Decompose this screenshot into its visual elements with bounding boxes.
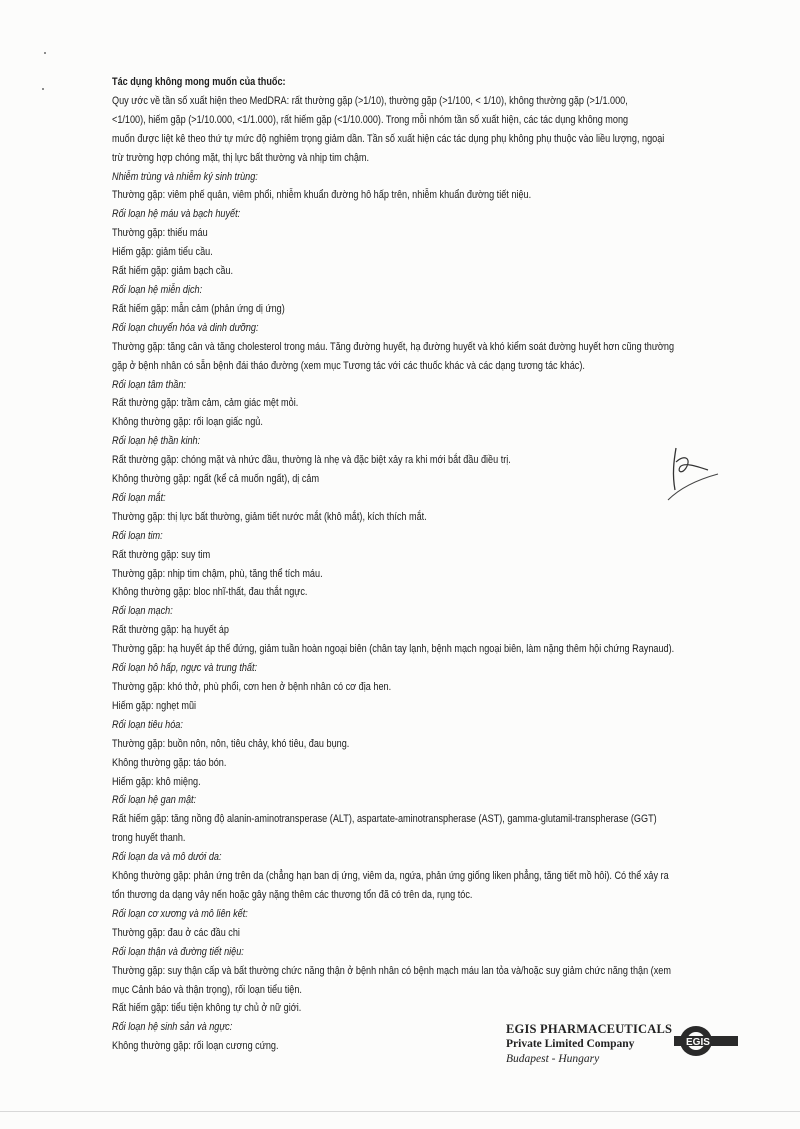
paragraph-list (112, 92, 748, 1056)
scan-speck (44, 52, 46, 54)
section-title: Rối loạn chuyển hóa và dinh dưỡng: (112, 321, 259, 334)
text-line: Rất hiếm gặp: mẫn cảm (phản ứng dị ứng) (112, 302, 285, 315)
egis-logo-icon (666, 1024, 740, 1058)
section-title: Rối loạn tim: (112, 529, 163, 542)
section-title: Rối loạn hệ máu và bạch huyết: (112, 208, 241, 221)
section-title: Rối loạn thận và đường tiết niệu: (112, 945, 244, 958)
text-line: Thường gặp: viêm phế quản, viêm phổi, nhiễm khuẩn đường hô hấp trên, nhiễm khuẩn đường tiết niệu. (112, 189, 532, 202)
text-line: trừ trường hợp chóng mặt, thị lực bất thường và nhịp tim chậm. (112, 151, 370, 164)
text-line: Quy ước về tần số xuất hiện theo MedDRA: rất thường gặp (>1/10), thường gặp (>1/100, < 1/10), không thường gặp (>1/1.000, (112, 94, 628, 107)
section-title: Rối loạn da và mô dưới da: (112, 851, 222, 864)
logo-text: EGIS (686, 1037, 710, 1048)
signature-mark (662, 440, 722, 504)
section-title: Rối loạn mắt: (112, 491, 166, 504)
text-line: Hiếm gặp: nghẹt mũi (112, 699, 197, 712)
text-line: Thường gặp: tăng cân và tăng cholesterol trong máu. Tăng đường huyết, hạ đường huyết và khó kiểm soát đường huyết hơn cũng thường (112, 340, 675, 353)
section-title: Nhiễm trùng và nhiễm ký sinh trùng: (112, 170, 258, 183)
company-location: Budapest - Hungary (506, 1053, 600, 1065)
text-line: Hiếm gặp: giảm tiểu cầu. (112, 246, 213, 259)
text-line: Rất thường gặp: chóng mặt và nhức đầu, thường là nhẹ và đặc biệt xảy ra khi mới bắt đầu điều trị. (112, 454, 511, 467)
text-line: tổn thương da dạng vảy nến hoặc gây nặng thêm các thương tổn đã có trên da, rụng tóc. (112, 888, 473, 901)
text-line: Thường gặp: hạ huyết áp thế đứng, giảm tuần hoàn ngoại biên (chân tay lạnh, bệnh mạch ngoại biên, làm nặng thêm hội chứng Raynaud). (112, 643, 675, 656)
text-line: Không thường gặp: rối loạn giấc ngủ. (112, 416, 263, 429)
text-line: Không thường gặp: phản ứng trên da (chẳng hạn ban dị ứng, viêm da, ngứa, phản ứng giống liken phẳng, tăng tiết mồ hôi). Có thể xảy ra (112, 870, 669, 883)
text-line: Rất thường gặp: hạ huyết áp (112, 624, 229, 637)
text-line: Thường gặp: thiếu máu (112, 227, 208, 240)
section-title: Rối loạn hô hấp, ngực và trung thất: (112, 662, 258, 675)
text-line: <1/100), hiếm gặp (>1/10.000, <1/1.000), rất hiếm gặp (<1/10.000). Trong mỗi nhóm tần số xuất hiện, các tác dụng không mong (112, 113, 629, 126)
text-line: Rất thường gặp: trầm cảm, cảm giác mệt mỏi. (112, 397, 299, 410)
text-line: Thường gặp: khó thở, phù phổi, cơn hen ở bệnh nhân có cơ địa hen. (112, 681, 392, 693)
text-line: Rất hiếm gặp: tăng nồng độ alanin-aminotransperase (ALT), aspartate-aminotranspherase (AST), gamma-glutamil-transpherase (GGT) (112, 813, 657, 826)
text-line: gặp ở bệnh nhân có sẵn bệnh đái tháo đường (xem mục Tương tác với các thuốc khác và các dạng tương tác khác). (112, 359, 585, 372)
text-line: Rất thường gặp: suy tim (112, 548, 211, 561)
text-line: Thường gặp: suy thận cấp và bất thường chức năng thận ở bệnh nhân có bệnh mạch máu lan tỏa và/hoặc suy giảm chức năng thận (xem (112, 964, 671, 977)
text-line: mục Cảnh báo và thận trọng), rối loạn tiểu tiện. (112, 983, 302, 996)
text-line: Thường gặp: nhịp tim chậm, phù, tăng thể tích máu. (112, 567, 323, 580)
text-line: Thường gặp: buồn nôn, nôn, tiêu chảy, khó tiêu, đau bụng. (112, 737, 350, 750)
page-bottom-rule (0, 1111, 800, 1112)
text-line: muốn được liệt kê theo thứ tự mức độ nghiêm trọng giảm dần. Tần số xuất hiện các tác dụng phụ không phụ thuộc vào liều lượng, ngoại (112, 132, 665, 145)
company-name: EGIS PHARMACEUTICALS (506, 1022, 673, 1036)
section-title: Rối loạn hệ gan mật: (112, 794, 197, 807)
document-body (112, 73, 748, 1056)
section-heading: Tác dụng không mong muốn của thuốc: (112, 76, 286, 88)
text-line: Không thường gặp: ngất (kể cả muốn ngất), dị cảm (112, 473, 320, 486)
section-title: Rối loạn mạch: (112, 605, 173, 618)
text-line: Rất hiếm gặp: giảm bạch cầu. (112, 265, 234, 278)
scan-speck (42, 88, 44, 90)
text-line: Thường gặp: đau ở các đầu chi (112, 926, 240, 939)
section-title: Rối loạn cơ xương và mô liên kết: (112, 907, 248, 920)
company-type: Private Limited Company (506, 1038, 635, 1050)
text-line: Không thường gặp: rối loạn cương cứng. (112, 1040, 279, 1053)
text-line: Hiếm gặp: khô miệng. (112, 775, 201, 788)
section-title: Rối loạn hệ miễn dịch: (112, 283, 203, 296)
section-title: Rối loạn hệ thần kinh: (112, 435, 201, 448)
company-stamp (506, 1022, 742, 1068)
section-title: Rối loạn tiêu hóa: (112, 718, 183, 731)
text-line: Không thường gặp: táo bón. (112, 756, 227, 769)
text-line: Rất hiếm gặp: tiểu tiện không tự chủ ở nữ giới. (112, 1002, 302, 1015)
text-line: Thường gặp: thị lực bất thường, giảm tiết nước mắt (khô mắt), kích thích mắt. (112, 510, 427, 523)
section-title: Rối loạn tâm thần: (112, 378, 186, 391)
text-line: trong huyết thanh. (112, 832, 186, 845)
text-line: Không thường gặp: bloc nhĩ-thất, đau thắt ngực. (112, 586, 308, 599)
section-title: Rối loạn hệ sinh sản và ngực: (112, 1021, 233, 1034)
